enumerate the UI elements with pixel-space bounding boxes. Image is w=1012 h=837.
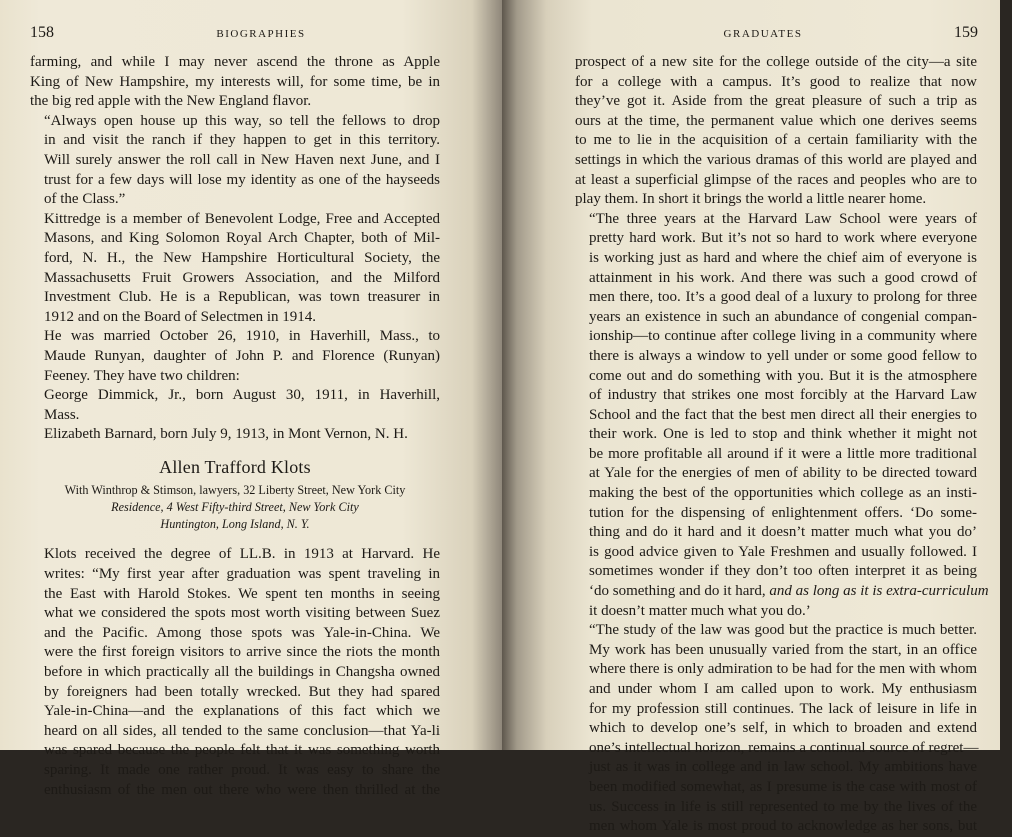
text-line: be more profitable all around if it were a little more traditional: [589, 445, 977, 462]
text-line: Maude Runyan, daughter of John P. and Florence (Runyan): [44, 347, 440, 364]
paragraph: [30, 425, 440, 445]
text-line: of the Class.”: [44, 191, 126, 208]
text-line: Klots received the degree of LL.B. in 1913 at Harvard. He: [44, 546, 440, 563]
page-number: 159: [954, 24, 978, 41]
text-line: “Always open house up this way, so tell the fellows to drop: [44, 112, 440, 129]
text-line: sometimes wonder if they don’t too often interpret it as being: [589, 563, 977, 580]
text-line: School and the fact that the best men direct all their energies to: [589, 406, 977, 423]
text-line: Yale-in-China—and the explanations of this fact which we: [44, 703, 440, 720]
text-line: their work. One is led to stop and think whether it might not: [589, 426, 977, 443]
text-line: My work has been unusually varied from the start, in an office: [589, 641, 977, 658]
text-line: George Dimmick, Jr., born August 30, 1911, in Haverhill,: [44, 387, 440, 404]
address-business: With Winthrop & Stimson, lawyers, 32 Liberty Street, New York City: [64, 483, 406, 498]
paragraph: [575, 210, 989, 621]
text-line: tution for the dispensing of enlightenment offers. ‘Do some-: [589, 504, 977, 521]
text-line: us. Success in life is still represented to me by the lives of the: [589, 798, 977, 815]
text-line: at least a superficial glimpse of the races and peoples who are to: [575, 171, 977, 188]
text-line: heard on all sides, all tended to the same conclusion—that Ya-li: [44, 722, 440, 739]
paragraph: [30, 327, 440, 386]
text-line: for my profession still continues. The lack of leisure in life in: [589, 700, 977, 717]
text-block-after: [30, 545, 440, 800]
text-line: King of New Hampshire, my interests will, for some time, be in: [30, 73, 440, 90]
text-line: prospect of a new site for the college outside of the city—a site: [575, 54, 977, 70]
text-line: by foreigners had been totally wrecked. But they had spared: [44, 683, 440, 700]
text-line: “The study of the law was good but the practice is much better.: [589, 622, 977, 639]
text-line: Mass.: [44, 406, 80, 423]
text-line: attainment in his work. And there was such a good crowd of: [589, 269, 977, 286]
text-line: the big red apple with the New England flavor.: [30, 93, 312, 110]
text-line: they’ve got it. Aside from the great pleasure of such a trip as: [575, 93, 977, 110]
text-line: at Yale for the energies of men of ability to be directed toward: [589, 465, 977, 482]
paragraph: [30, 112, 440, 210]
paragraph: [575, 53, 977, 210]
text-line: were the first foreign visitors to arrive since the riots the month: [44, 644, 440, 661]
text-line: and the Pacific. Among those spots was Yale-in-China. We: [44, 624, 440, 641]
spacer: [30, 533, 440, 545]
text-line: play them. In short it brings the world a little nearer home.: [575, 191, 927, 208]
left-page: [0, 0, 502, 798]
text-line: in and visit the ranch if they happen to get in this territory.: [44, 132, 440, 149]
text-line: ‘do something and do it hard, and as long as it is extra-curriculum: [589, 583, 989, 600]
text-line: is good advice given to Yale Freshmen and usually followed. I: [589, 543, 977, 560]
left-page-body: [30, 53, 440, 800]
text-line: been modified somewhat, as I presume is the case with most of: [589, 778, 977, 795]
text-line: for a college with a campus. It’s good to realize that now: [575, 73, 977, 90]
paragraph: [30, 53, 440, 112]
text-line: which to develop one’s self, in which to broaden and extend: [589, 720, 977, 737]
text-line: Massachusetts Fruit Growers Association, and the Milford: [44, 269, 440, 286]
text-line: ford, N. H., the New Hampshire Horticultural Society, the: [44, 249, 440, 266]
text-line: one’s intellectual horizon, remains a continual source of regret—: [589, 739, 979, 756]
text-line: there is always a window to yell under or some good fellow to: [589, 347, 977, 364]
text-line: to me to lie in the acquisition of a certain familiarity with the: [575, 132, 977, 149]
text-line: Will surely answer the roll call in New Haven next June, and I: [44, 151, 440, 168]
text-line: enthusiasm of the men out there who were then thrilled at the: [44, 781, 440, 798]
running-head: BIOGRAPHIES: [216, 28, 306, 40]
text-line: ours at the time, the permanent value which one derives seems: [575, 112, 977, 129]
text-line: “The three years at the Harvard Law School were years of: [589, 210, 977, 227]
text-line: making the best of the opportunities which college as an insti-: [589, 485, 977, 502]
text-line: Feeney. They have two children:: [44, 367, 240, 384]
text-line: men there, too. It’s a good deal of a luxury to prolong for three: [589, 289, 977, 306]
text-line: where there is only admiration to be had for the men with whom: [589, 661, 977, 678]
text-line: farming, and while I may never ascend the throne as Apple: [30, 54, 440, 70]
text-line: was spared because the people felt that it was something worth: [44, 742, 440, 759]
section-title: Allen Trafford Klots: [159, 456, 311, 477]
text-line: men whom Yale is most proud to acknowledge as her sons, but: [589, 818, 977, 835]
text-line: is working just as hard and where the chief aim of everyone is: [589, 249, 977, 266]
text-line: Kittredge is a member of Benevolent Lodge, Free and Accepted: [44, 210, 440, 227]
text-line: trust for a few days will lose my identity as one of the hayseeds: [44, 171, 440, 188]
emphasis: and as long as it is extra-curriculum: [769, 583, 989, 600]
text-line: years an existence in such an abundance of congenial compan-: [589, 308, 977, 325]
text-line: come out and do something with you. But it is the atmosphere: [589, 367, 977, 384]
left-page-header: [0, 24, 502, 44]
text-line: thing and do it hard and it doesn’t matter much what you do’: [589, 524, 977, 541]
right-page-header: [502, 24, 1000, 44]
text-line: Masons, and King Solomon Royal Arch Chapter, both of Mil-: [44, 230, 440, 247]
text-block: [575, 53, 989, 837]
text-line: Investment Club. He is a Republican, was town treasurer in: [44, 289, 440, 306]
text-line: before in which practically all the buildings in Changsha owned: [44, 664, 440, 681]
text-line: and under whom I am called upon to work. My enthusiasm: [589, 681, 977, 697]
running-head: GRADUATES: [723, 28, 803, 40]
paragraph: [30, 386, 440, 425]
text-line: pretty hard work. But it’s not so hard to work where everyone: [589, 230, 977, 247]
paragraph: [575, 621, 977, 837]
paragraph: [30, 210, 440, 328]
text-line: settings in which the various dramas of this world are played and: [575, 151, 977, 168]
text-line: 1912 and on the Board of Selectmen in 1914.: [44, 308, 317, 325]
page-number: 158: [30, 24, 54, 41]
address-country-residence: Huntington, Long Island, N. Y.: [160, 517, 310, 532]
right-page-body: [575, 53, 989, 837]
text-line: it doesn’t matter much what you do.’: [589, 602, 811, 619]
text-block-before: [30, 53, 440, 445]
text-line: Elizabeth Barnard, born July 9, 1913, in Mont Vernon, N. H.: [44, 426, 408, 443]
text-line: just as it was in college and in law school. My ambitions have: [589, 759, 977, 776]
right-page: [502, 0, 1000, 835]
text-line: ionship—to continue after college living in a community where: [589, 328, 977, 345]
text-line: writes: “My first year after graduation was spent traveling in: [44, 566, 440, 583]
text-line: sparing. It made one rather proud. It was easy to share the: [44, 762, 440, 778]
text-line: the East with Harold Stokes. We spent ten months in seeing: [44, 585, 440, 602]
address-residence: Residence, 4 West Fifty-third Street, New York City: [111, 500, 359, 515]
paragraph: [30, 545, 440, 800]
text-line: of industry that strikes one most forcibly at the Harvard Law: [589, 387, 977, 404]
text-line: what we considered the spots most worth visiting between Suez: [44, 605, 440, 622]
text-line: He was married October 26, 1910, in Haverhill, Mass., to: [44, 328, 440, 345]
